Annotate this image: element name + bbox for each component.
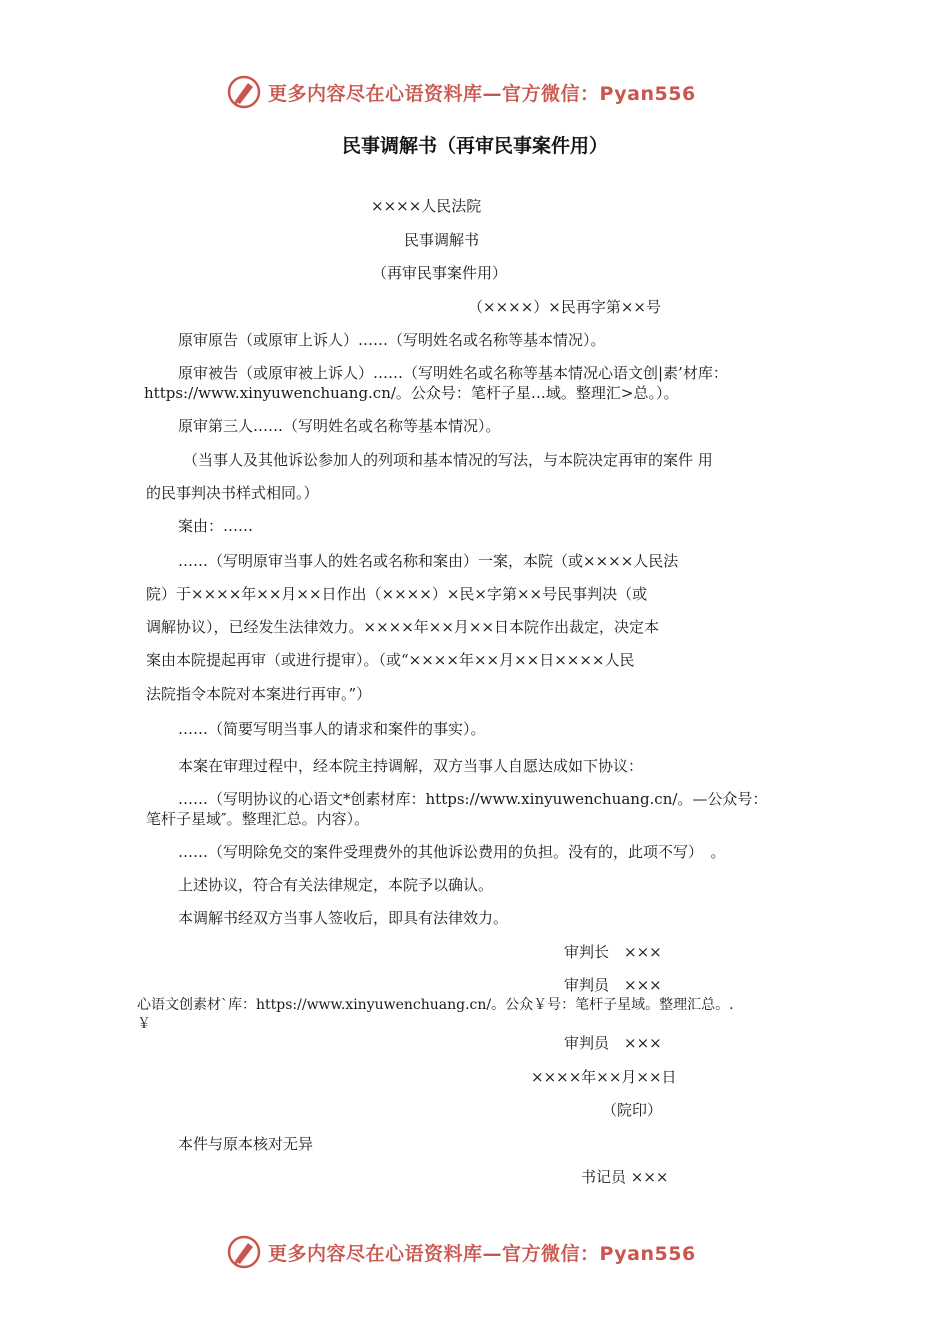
document-title: 民事调解书（再审民事案件用） xyxy=(341,135,608,157)
banner-text: 更多内容尽在心语资料库—官方微信：Pyan556 xyxy=(268,82,696,105)
body-line3: 调解协议），已经发生法律效力。××××年××月××日本院作出裁定，决定本 xyxy=(146,618,660,636)
case-number: （××××）×民再字第××号 xyxy=(468,298,661,316)
signature-judge-2: 审判员 ××× xyxy=(564,1034,662,1052)
banner-text: 更多内容尽在心语资料库—官方微信：Pyan556 xyxy=(268,1242,696,1265)
pen-logo-icon xyxy=(226,74,262,110)
body-line2: 院）于××××年××月××日作出（××××）×民×字第××号民事判决（或 xyxy=(146,585,648,603)
third-party-paragraph: 原审第三人……（写明姓名或名称等基本情况）。 xyxy=(178,417,501,435)
pen-logo-icon xyxy=(226,1234,262,1270)
signature-judge-1: 审判员 ××× xyxy=(564,976,662,994)
mediation-paragraph: 本案在审理过程中，经本院主持调解，双方当事人自愿达成如下协议： xyxy=(178,757,644,775)
court-name: ××××人民法院 xyxy=(371,197,482,215)
clerk-signature: 书记员 ××× xyxy=(581,1168,669,1186)
plaintiff-paragraph: 原审原告（或原审上诉人）……（写明姓名或名称等基本情况）。 xyxy=(178,331,606,349)
watermark-line1: 心语文创素材`库：https://www.xinyuwenchuang.cn/。公众￥号：笔杆子星域。整理汇总。. xyxy=(137,997,734,1013)
confirm-paragraph: 上述协议，符合有关法律规定，本院予以确认。 xyxy=(178,876,494,894)
watermark-line2: ￥ xyxy=(137,1016,151,1032)
body-line5: 法院指令本院对本案进行再审。”） xyxy=(146,685,372,703)
defendant-paragraph-line2: https://www.xinyuwenchuang.cn/。公众号：笔杆子星…域。整理汇>总。）。 xyxy=(144,384,679,402)
document-date: ××××年××月××日 xyxy=(531,1068,677,1086)
agreement-line1: ……（写明协议的心语文*创素材库：https://www.xinyuwenchuang.cn/。—公众号： xyxy=(178,790,768,808)
defendant-paragraph-line1: 原审被告（或原审被上诉人）……（写明姓名或名称等基本情况心语文创|素’材库： xyxy=(178,364,728,382)
facts-paragraph: ……（简要写明当事人的请求和案件的事实）。 xyxy=(178,720,486,738)
top-banner xyxy=(226,72,696,112)
signature-chief-judge: 审判长 ××× xyxy=(564,943,662,961)
agreement-line2: 笔杆子星域″。整理汇总。内容）。 xyxy=(146,810,370,828)
body-line1: ……（写明原审当事人的姓名或名称和案由）一案，本院（或××××人民法 xyxy=(178,552,679,570)
costs-paragraph: ……（写明除免交的案件受理费外的其他诉讼费用的负担。没有的，此项不写） 。 xyxy=(178,843,726,861)
doc-subtype: （再审民事案件用） xyxy=(372,264,508,282)
doc-type: 民事调解书 xyxy=(404,231,480,249)
note-line2: 的民事判决书样式相同。） xyxy=(146,484,319,502)
verification-note: 本件与原本核对无异 xyxy=(178,1135,314,1153)
effect-paragraph: 本调解书经双方当事人签收后，即具有法律效力。 xyxy=(178,909,509,927)
body-line4: 案由本院提起再审（或进行提审）。（或“××××年××月××日××××人民 xyxy=(146,651,635,669)
bottom-banner xyxy=(226,1232,696,1272)
note-line1: （当事人及其他诉讼参加人的列项和基本情况的写法，与本院决定再审的案件 用 xyxy=(183,451,713,469)
court-seal: （院印） xyxy=(602,1101,663,1119)
cause-of-action: 案由：…… xyxy=(178,517,254,535)
